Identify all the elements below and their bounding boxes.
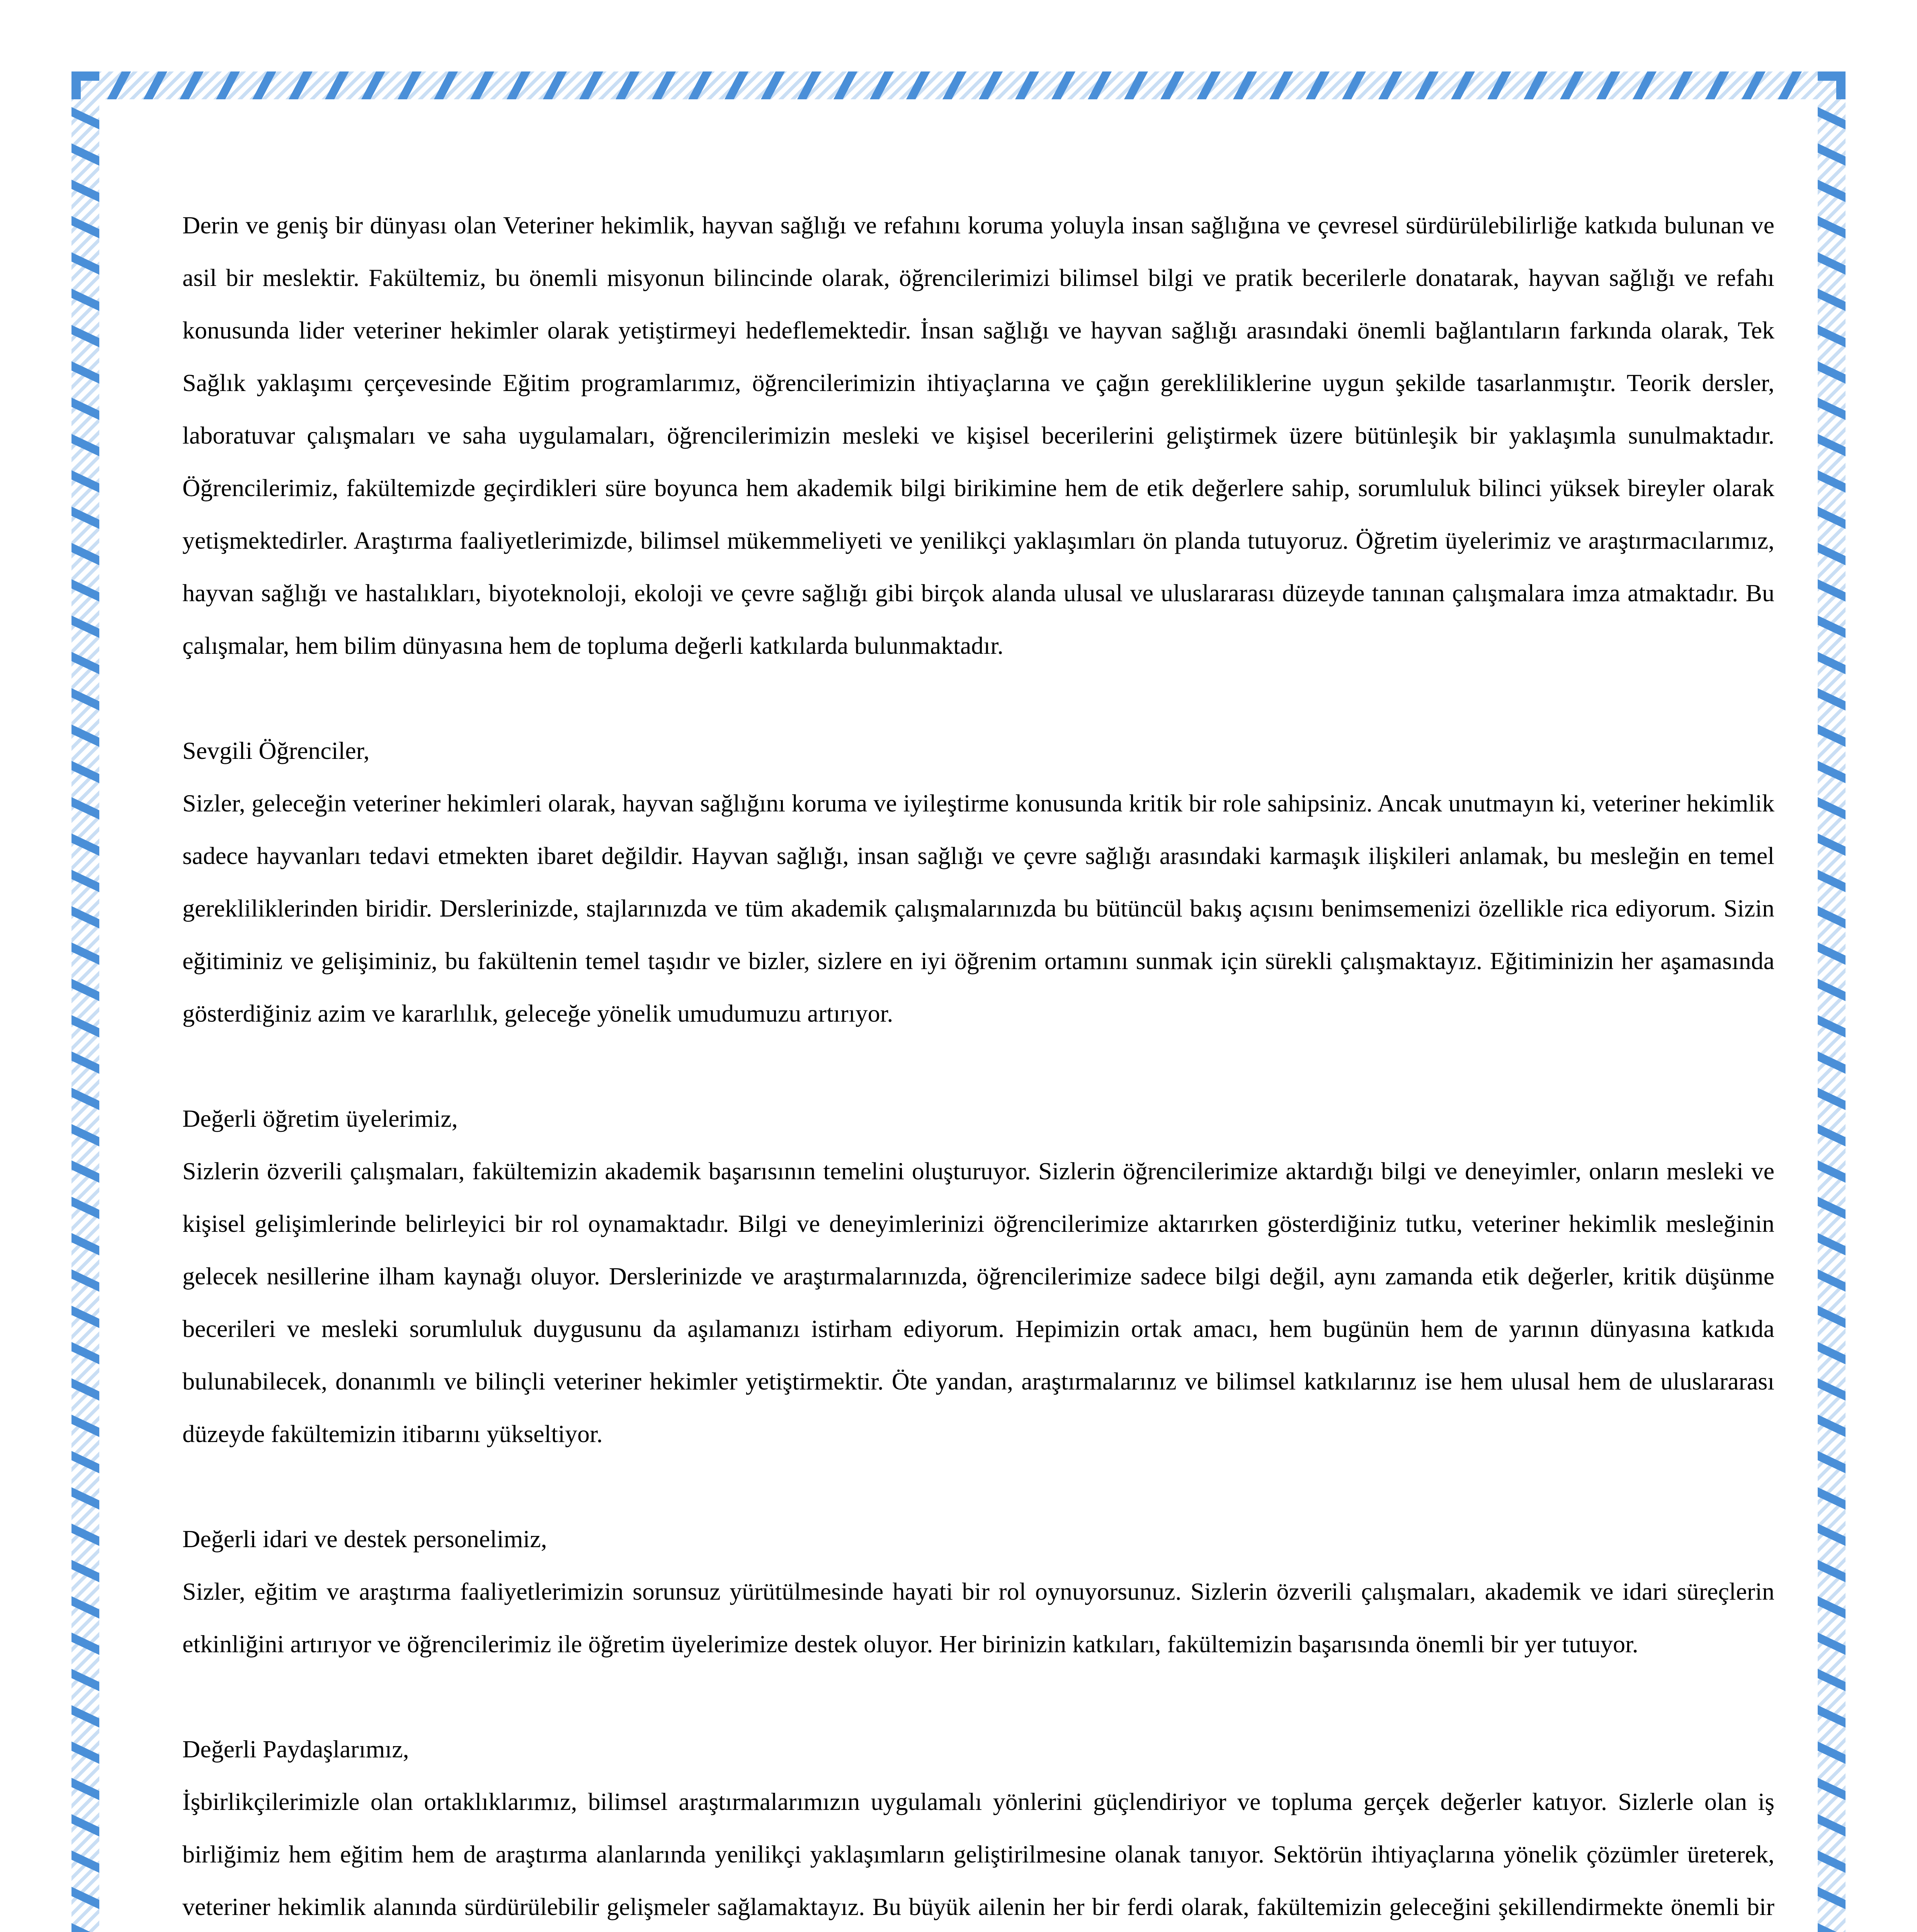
students-paragraph: Sizler, geleceğin veteriner hekimleri olarak, hayvan sağlığını koruma ve iyileştirme konusunda kritik bir role sahipsiniz. Ancak unutmayın ki, veteriner hekimlik sadece hayvanları tedavi etmekten ibaret değildir. Hayvan sağlığı, insan sağlığı ve çevre sağlığı arasındaki karmaşık ilişkileri anlamak, bu mesleğin en temel gerekliliklerinden biridir. Derslerinizde, stajlarınızda ve tüm akademik çalışmalarınızda bu bütüncül bakış açısını benimsemenizi özellikle rica ediyorum. Sizin eğitiminiz ve gelişiminiz, bu fakültenin temel taşıdır ve bizler, sizlere en iyi öğrenim ortamını sunmak için sürekli çalışmaktayız. Eğitiminizin her aşamasında gösterdiğiniz azim ve kararlılık, geleceğe yönelik umudumuzu artırıyor. bbox=[182, 789, 1774, 1027]
letter-body bbox=[182, 199, 1774, 1932]
staff-greeting: Değerli idari ve destek personelimiz, bbox=[182, 1525, 547, 1553]
faculty-greeting: Değerli öğretim üyelerimiz, bbox=[182, 1105, 458, 1132]
stakeholders-paragraph: İşbirlikçilerimizle olan ortaklıklarımız, bilimsel araştırmalarımızın uygulamalı yönlerini güçlendiriyor ve topluma gerçek değerler katıyor. Sizlerle olan iş birliğimiz hem eğitim hem de araştırma alanlarında yenilikçi yaklaşımların geliştirilmesine olanak tanıyor. Sektörün ihtiyaçlarına yönelik çözümler üreterek, veteriner hekimlik alanında sürdürülebilir gelişmeler sağlamaktayız. Bu büyük ailenin her bir ferdi olarak, fakültemizin geleceğini şekillendirmekte önemli bir bbox=[182, 1788, 1774, 1920]
intro-paragraph: Derin ve geniş bir dünyası olan Veteriner hekimlik, hayvan sağlığı ve refahını koruma yoluyla insan sağlığına ve çevresel sürdürülebilirliğe katkıda bulunan ve asil bir meslektir. Fakültemiz, bu önemli misyonun bilincinde olarak, öğrencilerimizi bilimsel bilgi ve pratik becerilerle donatarak, hayvan sağlığı ve refahı konusunda lider veteriner hekimler olarak yetiştirmeyi hedeflemektedir. İnsan sağlığı ve hayvan sağlığı arasındaki önemli bağlantıların farkında olarak, Tek Sağlık yaklaşımı çerçevesinde Eğitim programlarımız, öğrencilerimizin ihtiyaçlarına ve çağın gerekliliklerine uygun şekilde tasarlanmıştır. Teorik dersler, laboratuvar çalışmaları ve saha uygulamaları, öğrencilerimizin mesleki ve kişisel becerilerini geliştirmek üzere bütünleşik bir yaklaşımla sunulmaktadır. Öğrencilerimiz, fakültemizde geçirdikleri süre boyunca hem akademik bilgi birikimine hem de etik değerlere sahip, sorumluluk bilinci yüksek bireyler olarak yetişmektedirler. Araştırma faaliyetlerimizde, bilimsel mükemmeliyeti ve yenilikçi yaklaşımları ön planda tutuyoruz. Öğretim üyelerimiz ve araştırmacılarımız, hayvan sağlığı ve hastalıkları, biyoteknoloji, ekoloji ve çevre sağlığı gibi birçok alanda ulusal ve uluslararası düzeyde tanınan çalışmalara imza atmaktadır. Bu çalışmalar, hem bilim dünyasına hem de topluma değerli katkılarda bulunmaktadır. bbox=[182, 211, 1774, 659]
stakeholders-greeting: Değerli Paydaşlarımız, bbox=[182, 1735, 409, 1763]
faculty-paragraph: Sizlerin özverili çalışmaları, fakültemizin akademik başarısının temelini oluşturuyor. Sizlerin öğrencilerimize aktardığı bilgi ve deneyimler, onların mesleki ve kişisel gelişimlerinde belirleyici bir rol oynamaktadır. Bilgi ve deneyimlerinizi öğrencilerimize aktarırken gösterdiğiniz tutku, veteriner hekimlik mesleğinin gelecek nesillerine ilham kaynağı oluyor. Derslerinizde ve araştırmalarınızda, öğrencilerimize sadece bilgi değil, aynı zamanda etik değerler, kritik düşünme becerileri ve mesleki sorumluluk duygusunu da aşılamanızı istirham ediyorum. Hepimizin ortak amacı, hem bugünün hem de yarının dünyasına katkıda bulunabilecek, donanımlı ve bilinçli veteriner hekimler yetiştirmektir. Öte yandan, araştırmalarınız ve bilimsel katkılarınız ise hem ulusal hem de uluslararası düzeyde fakültemizin itibarını yükseltiyor. bbox=[182, 1157, 1774, 1447]
staff-paragraph: Sizler, eğitim ve araştırma faaliyetlerimizin sorunsuz yürütülmesinde hayati bir rol oynuyorsunuz. Sizlerin özverili çalışmaları, akademik ve idari süreçlerin etkinliğini artırıyor ve öğrencilerimiz ile öğretim üyelerimize destek oluyor. Her birinizin katkıları, fakültemizin başarısında önemli bir yer tutuyor. bbox=[182, 1578, 1774, 1658]
students-greeting: Sevgili Öğrenciler, bbox=[182, 737, 370, 764]
